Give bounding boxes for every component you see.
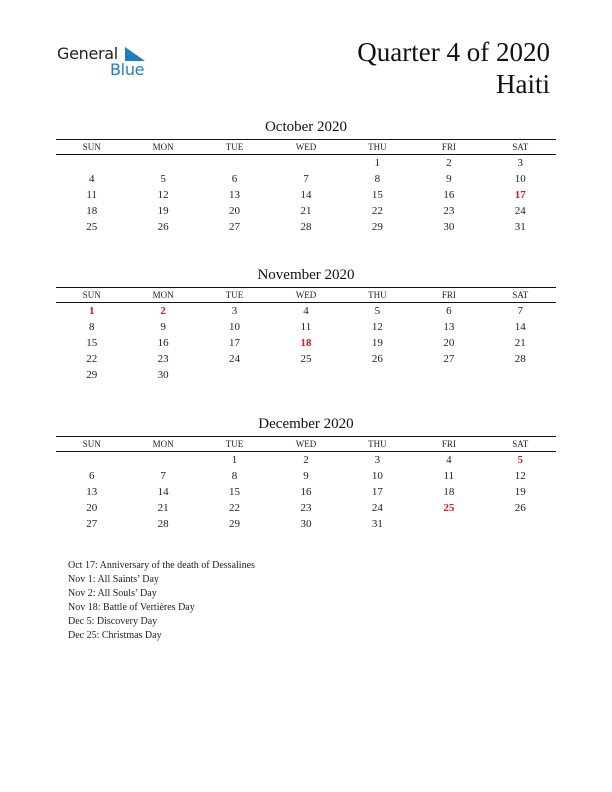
- day-cell: 23: [443, 205, 455, 217]
- week-row: [56, 155, 556, 172]
- day-cell: 11: [300, 321, 312, 333]
- weekday-header: SAT: [485, 288, 556, 303]
- day-cell: 20: [229, 205, 241, 217]
- empty-day-cell: [270, 155, 341, 172]
- weekday-header: SUN: [56, 140, 127, 155]
- day-cell: 13: [443, 321, 455, 333]
- week-row: [56, 500, 556, 516]
- weekday-header: TUE: [199, 140, 270, 155]
- day-cell: 16: [300, 486, 312, 498]
- day-cell: 2: [303, 454, 309, 466]
- day-cell: 4: [446, 454, 452, 466]
- empty-day-cell: [199, 155, 270, 172]
- week-row: [56, 516, 556, 532]
- weekday-header: SUN: [56, 437, 127, 452]
- day-cell: 31: [371, 518, 383, 530]
- day-cell: 28: [157, 518, 169, 530]
- holiday-day-cell: 5: [517, 454, 524, 466]
- empty-day-cell: [413, 516, 484, 532]
- day-cell: 22: [371, 205, 383, 217]
- day-cell: 29: [86, 369, 98, 381]
- day-cell: 15: [229, 486, 241, 498]
- month-title: November 2020: [257, 267, 355, 283]
- day-cell: 18: [86, 205, 98, 217]
- empty-day-cell: [342, 367, 413, 383]
- day-cell: 8: [231, 470, 238, 482]
- week-row: [56, 351, 556, 367]
- weekday-header: THU: [342, 288, 413, 303]
- week-row: [56, 319, 556, 335]
- weekday-header: FRI: [413, 288, 484, 303]
- week-row: [56, 303, 556, 320]
- holiday-list: [68, 559, 255, 643]
- empty-day-cell: [485, 367, 556, 383]
- day-cell: 21: [514, 337, 526, 349]
- holiday-day-cell: 17: [514, 189, 526, 201]
- day-cell: 10: [514, 173, 526, 185]
- day-cell: 18: [443, 486, 455, 498]
- day-cell: 5: [160, 173, 166, 185]
- holiday-day-cell: 18: [300, 337, 312, 349]
- weekday-header: TUE: [199, 437, 270, 452]
- day-cell: 31: [514, 221, 526, 233]
- weekday-header: SUN: [56, 288, 127, 303]
- holiday-item: Nov 2: All Souls’ Day: [68, 588, 157, 599]
- day-cell: 3: [231, 305, 238, 317]
- day-cell: 1: [374, 157, 381, 169]
- empty-day-cell: [127, 155, 198, 172]
- day-cell: 27: [443, 353, 455, 365]
- country-name: Haiti: [496, 69, 550, 99]
- calendar-grid: [56, 436, 556, 532]
- day-cell: 29: [229, 518, 241, 530]
- day-cell: 30: [300, 518, 312, 530]
- day-cell: 24: [229, 353, 241, 365]
- day-cell: 25: [300, 353, 312, 365]
- empty-day-cell: [485, 516, 556, 532]
- day-cell: 13: [86, 486, 98, 498]
- day-cell: 11: [86, 189, 97, 201]
- holiday-day-cell: 1: [88, 305, 95, 317]
- month-title: December 2020: [258, 416, 354, 432]
- day-cell: 14: [300, 189, 312, 201]
- quarter-title: Quarter 4 of 2020: [357, 37, 550, 67]
- weekday-header: WED: [270, 140, 341, 155]
- day-cell: 12: [514, 470, 526, 482]
- day-cell: 7: [517, 305, 524, 317]
- day-cell: 15: [371, 189, 383, 201]
- day-cell: 30: [443, 221, 455, 233]
- week-row: [56, 219, 556, 235]
- day-cell: 17: [371, 486, 383, 498]
- day-cell: 9: [160, 321, 166, 333]
- weekday-header: SAT: [485, 437, 556, 452]
- weekday-header: MON: [127, 140, 198, 155]
- week-row: [56, 452, 556, 469]
- day-cell: 21: [157, 502, 169, 514]
- weekday-header: WED: [270, 437, 341, 452]
- logo: [57, 44, 152, 80]
- day-cell: 7: [303, 173, 309, 185]
- weekday-header-row: [56, 437, 556, 452]
- weekday-header: THU: [342, 140, 413, 155]
- day-cell: 1: [231, 454, 238, 466]
- day-cell: 5: [374, 305, 381, 317]
- day-cell: 10: [229, 321, 241, 333]
- day-cell: 24: [371, 502, 383, 514]
- week-row: [56, 203, 556, 219]
- weekday-header: MON: [127, 437, 198, 452]
- day-cell: 4: [303, 305, 309, 317]
- logo-triangle-icon: [125, 47, 145, 61]
- empty-day-cell: [127, 452, 198, 469]
- weekday-header-row: [56, 140, 556, 155]
- day-cell: 9: [303, 470, 309, 482]
- weekday-header-row: [56, 288, 556, 303]
- month-title: October 2020: [264, 119, 348, 135]
- day-cell: 22: [86, 353, 98, 365]
- day-cell: 2: [446, 157, 452, 169]
- day-cell: 27: [86, 518, 98, 530]
- empty-day-cell: [56, 452, 127, 469]
- day-cell: 19: [514, 486, 526, 498]
- day-cell: 9: [446, 173, 452, 185]
- day-cell: 12: [371, 321, 383, 333]
- day-cell: 26: [157, 221, 169, 233]
- holiday-item: Dec 5: Discovery Day: [68, 616, 158, 627]
- holiday-item: Oct 17: Anniversary of the death of Dessalines: [68, 560, 255, 571]
- day-cell: 14: [157, 486, 169, 498]
- weekday-header: FRI: [413, 437, 484, 452]
- day-cell: 14: [514, 321, 526, 333]
- day-cell: 22: [229, 502, 241, 514]
- day-cell: 17: [229, 337, 241, 349]
- holiday-day-cell: 2: [160, 305, 166, 317]
- week-row: [56, 468, 556, 484]
- day-cell: 16: [443, 189, 455, 201]
- month-october: [56, 117, 556, 235]
- calendar-grid: [56, 287, 556, 383]
- day-cell: 25: [86, 221, 98, 233]
- month-november: [56, 265, 556, 383]
- weekday-header: FRI: [413, 140, 484, 155]
- day-cell: 15: [86, 337, 98, 349]
- day-cell: 6: [88, 470, 95, 482]
- day-cell: 26: [514, 502, 526, 514]
- day-cell: 23: [157, 353, 169, 365]
- holiday-item: Dec 25: Christmas Day: [68, 630, 162, 641]
- day-cell: 16: [157, 337, 169, 349]
- day-cell: 11: [443, 470, 455, 482]
- weekday-header: MON: [127, 288, 198, 303]
- day-cell: 13: [229, 189, 241, 201]
- day-cell: 20: [443, 337, 455, 349]
- weekday-header: WED: [270, 288, 341, 303]
- month-december: [56, 414, 556, 532]
- day-cell: 19: [371, 337, 383, 349]
- day-cell: 3: [374, 454, 381, 466]
- logo-word-general: General: [57, 44, 118, 63]
- day-cell: 8: [374, 173, 381, 185]
- day-cell: 27: [229, 221, 241, 233]
- page-title: [357, 36, 550, 100]
- day-cell: 30: [157, 369, 169, 381]
- calendar-grid: [56, 139, 556, 235]
- week-row: [56, 187, 556, 203]
- day-cell: 8: [88, 321, 95, 333]
- day-cell: 12: [157, 189, 169, 201]
- day-cell: 29: [371, 221, 383, 233]
- weekday-header: TUE: [199, 288, 270, 303]
- empty-day-cell: [56, 155, 127, 172]
- day-cell: 19: [157, 205, 169, 217]
- holiday-day-cell: 25: [443, 502, 455, 514]
- day-cell: 26: [371, 353, 383, 365]
- day-cell: 21: [300, 205, 312, 217]
- weekday-header: THU: [342, 437, 413, 452]
- week-row: [56, 484, 556, 500]
- week-row: [56, 335, 556, 351]
- week-row: [56, 171, 556, 187]
- day-cell: 6: [231, 173, 238, 185]
- day-cell: 23: [300, 502, 312, 514]
- day-cell: 28: [514, 353, 526, 365]
- day-cell: 28: [300, 221, 312, 233]
- day-cell: 4: [88, 173, 95, 185]
- day-cell: 24: [514, 205, 526, 217]
- empty-day-cell: [413, 367, 484, 383]
- day-cell: 7: [160, 470, 166, 482]
- day-cell: 20: [86, 502, 98, 514]
- day-cell: 10: [371, 470, 383, 482]
- day-cell: 3: [517, 157, 524, 169]
- empty-day-cell: [270, 367, 341, 383]
- week-row: [56, 367, 556, 383]
- holiday-item: Nov 1: All Saints’ Day: [68, 574, 159, 585]
- weekday-header: SAT: [485, 140, 556, 155]
- day-cell: 6: [446, 305, 452, 317]
- empty-day-cell: [199, 367, 270, 383]
- holiday-item: Nov 18: Battle of Vertières Day: [68, 602, 195, 613]
- logo-word-blue: Blue: [110, 60, 145, 79]
